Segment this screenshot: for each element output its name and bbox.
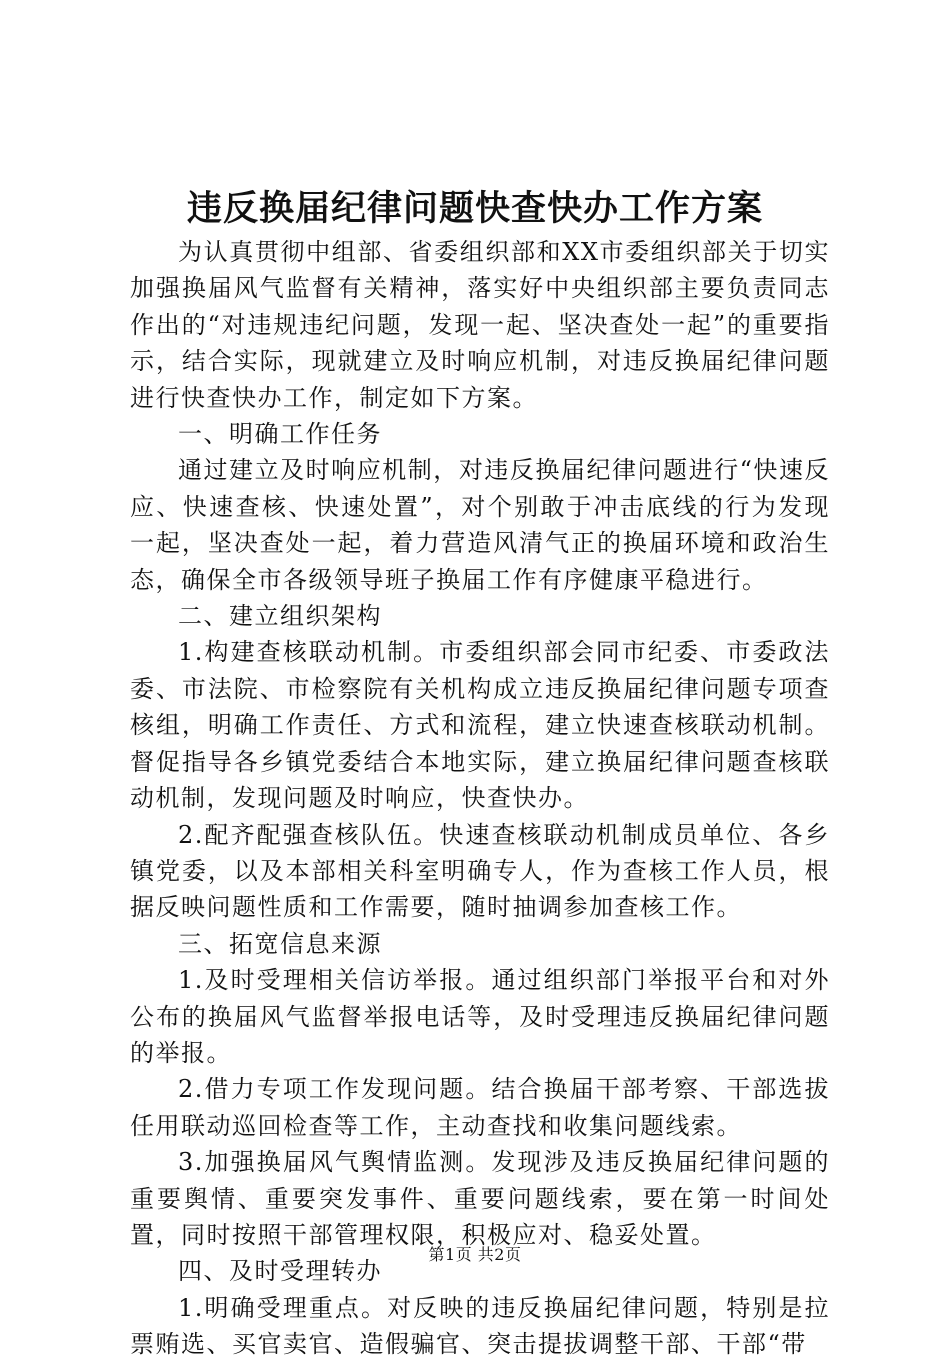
document-title: 违反换届纪律问题快查快办工作方案 [186, 188, 763, 229]
paragraph: 2.配齐配强查核队伍。快速查核联动机制成员单位、各乡镇党委，以及本部相关科室明确专人，作为查核工作人员，根据反映问题性质和工作需要，随时抽调参加查核工作。 [130, 820, 830, 922]
paragraph: 1.及时受理相关信访举报。通过组织部门举报平台和对外公布的换届风气监督举报电话等，及时受理违反换届纪律问题的举报。 [130, 966, 830, 1067]
page-footer: 第1页 共2页 [428, 1245, 522, 1264]
document-body [130, 234, 830, 1363]
paragraph: 2.借力专项工作发现问题。结合换届干部考察、干部选拔任用联动巡回检查等工作，主动查找和收集问题线索。 [130, 1075, 830, 1140]
paragraph: 1.构建查核联动机制。市委组织部会同市纪委、市委政法委、市法院、市检察院有关机构成立违反换届纪律问题专项查核组，明确工作责任、方式和流程，建立快速查核联动机制。督促指导各乡镇党委结合本地实际，建立换届纪律问题查核联动机制，发现问题及时响应，快查快办。 [130, 638, 830, 813]
paragraph: 1.明确受理重点。对反映的违反换届纪律问题，特别是拉票贿选、买官卖官、造假骗官、突击提拔调整干部、干部“带 [130, 1293, 830, 1359]
section-heading-1: 一、明确工作任务 [178, 420, 382, 449]
section-heading-4: 四、及时受理转办 [178, 1257, 382, 1286]
section-heading-3: 三、拓宽信息来源 [178, 929, 382, 958]
paragraph: 通过建立及时响应机制，对违反换届纪律问题进行“快速反应、快速查核、快速处置”，对个别敢于冲击底线的行为发现一起，坚决查处一起，着力营造风清气正的换届环境和政治生态，确保全市各级领导班子换届工作有序健康平稳进行。 [130, 456, 830, 594]
intro-paragraph: 为认真贯彻中组部、省委组织部和XX市委组织部关于切实加强换届风气监督有关精神，落实好中央组织部主要负责同志作出的“对违规违纪问题，发现一起、坚决查处一起”的重要指示，结合实际，现就建立及时响应机制，对违反换届纪律问题进行快查快办工作，制定如下方案。 [130, 238, 830, 412]
section-heading-2: 二、建立组织架构 [178, 602, 382, 631]
paragraph: 3.加强换届风气舆情监测。发现涉及违反换届纪律问题的重要舆情、重要突发事件、重要问题线索，要在第一时间处置，同时按照干部管理权限，积极应对、稳妥处置。 [130, 1148, 830, 1249]
